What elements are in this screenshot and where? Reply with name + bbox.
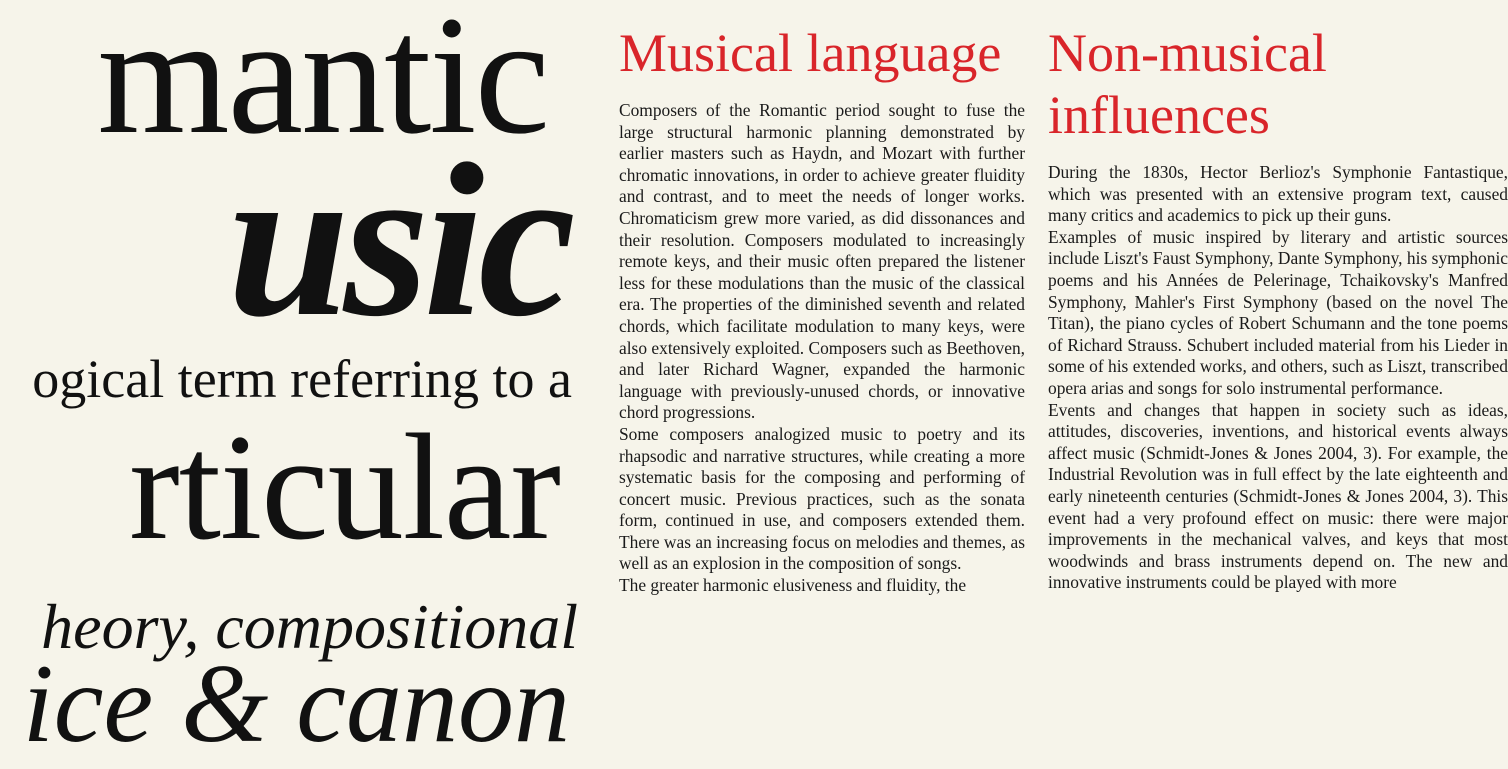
paragraph: Some composers analogized music to poetry and its rhapsodic and narrative structures, while creating a more systematic basis for the composing and performing of concert music. Previous practices, such as the sonata form, continued in use, and composers extended them. There was an increasing focus on melodies and themes, as well as an explosion in the composition of songs. (619, 423, 1025, 574)
paragraph: Composers of the Romantic period sought to fuse the large structural harmonic planning demonstrated by earlier masters such as Haydn, and Mozart with further chromatic innovations, in order to achieve greater fluidity and contrast, and to meet the needs of longer works. Chromaticism grew more varied, as did dissonances and their resolution. Composers modulated to increasingly remote keys, and their music often prepared the listener less for these modulations than the music of the classical era. The properties of the diminished seventh and related chords, which facilitate modulation to many keys, were also extensively exploited. Composers such as Beethoven, and later Richard Wagner, expanded the harmonic language with previously-unused chords, or innovative chord progressions. (619, 100, 1025, 423)
display-line-2: usic (227, 118, 570, 362)
display-line-5: heory, compositional (41, 591, 578, 662)
paragraph: During the 1830s, Hector Berlioz's Symphonie Fantastique, which was presented with an extensive program text, caused many critics and academics to pick up their guns. (1048, 162, 1508, 226)
paragraph: Events and changes that happen in society such as ideas, attitudes, discoveries, inventions, and historical events always affect music (Schmidt-Jones & Jones 2004, 3). For example, the Industrial Revolution was in full effect by the late eighteenth and early nineteenth centuries (Schmidt-Jones & Jones 2004, 3). This event had a very profound effect on music: there were major improvements in the mechanical valves, and keys that most woodwinds and brass instruments depend on. The new and innovative instruments could be played with more (1048, 399, 1508, 593)
display-type-panel (0, 0, 600, 766)
non-musical-influences-body (1048, 162, 1508, 594)
non-musical-influences-column (1048, 0, 1508, 720)
musical-language-column (619, 0, 1025, 720)
non-musical-influences-heading: Non-musical influences (1048, 23, 1327, 145)
paragraph: The greater harmonic elusiveness and fluidity, the (619, 575, 967, 596)
display-line-6: ice & canon (22, 642, 570, 766)
paragraph: Examples of music inspired by literary and artistic sources include Liszt's Faust Symphony, Dante Symphony, his symphonic poems and his Années de Pelerinage, Tchaikovsky's Manfred Symphony, Mahler's First Symphony (based on the novel The Titan), the piano cycles of Robert Schumann and the tone poems of Richard Strauss. Schubert included material from his Lieder in some of his extended works, and others, such as Liszt, transcribed opera arias and songs for solo instrumental performance. (1048, 226, 1508, 398)
display-line-4: rticular (129, 403, 560, 571)
display-line-1: mantic (97, 0, 548, 169)
musical-language-heading: Musical language (619, 23, 1002, 83)
display-line-3: ogical term referring to a (32, 349, 572, 409)
musical-language-body (619, 100, 1025, 597)
